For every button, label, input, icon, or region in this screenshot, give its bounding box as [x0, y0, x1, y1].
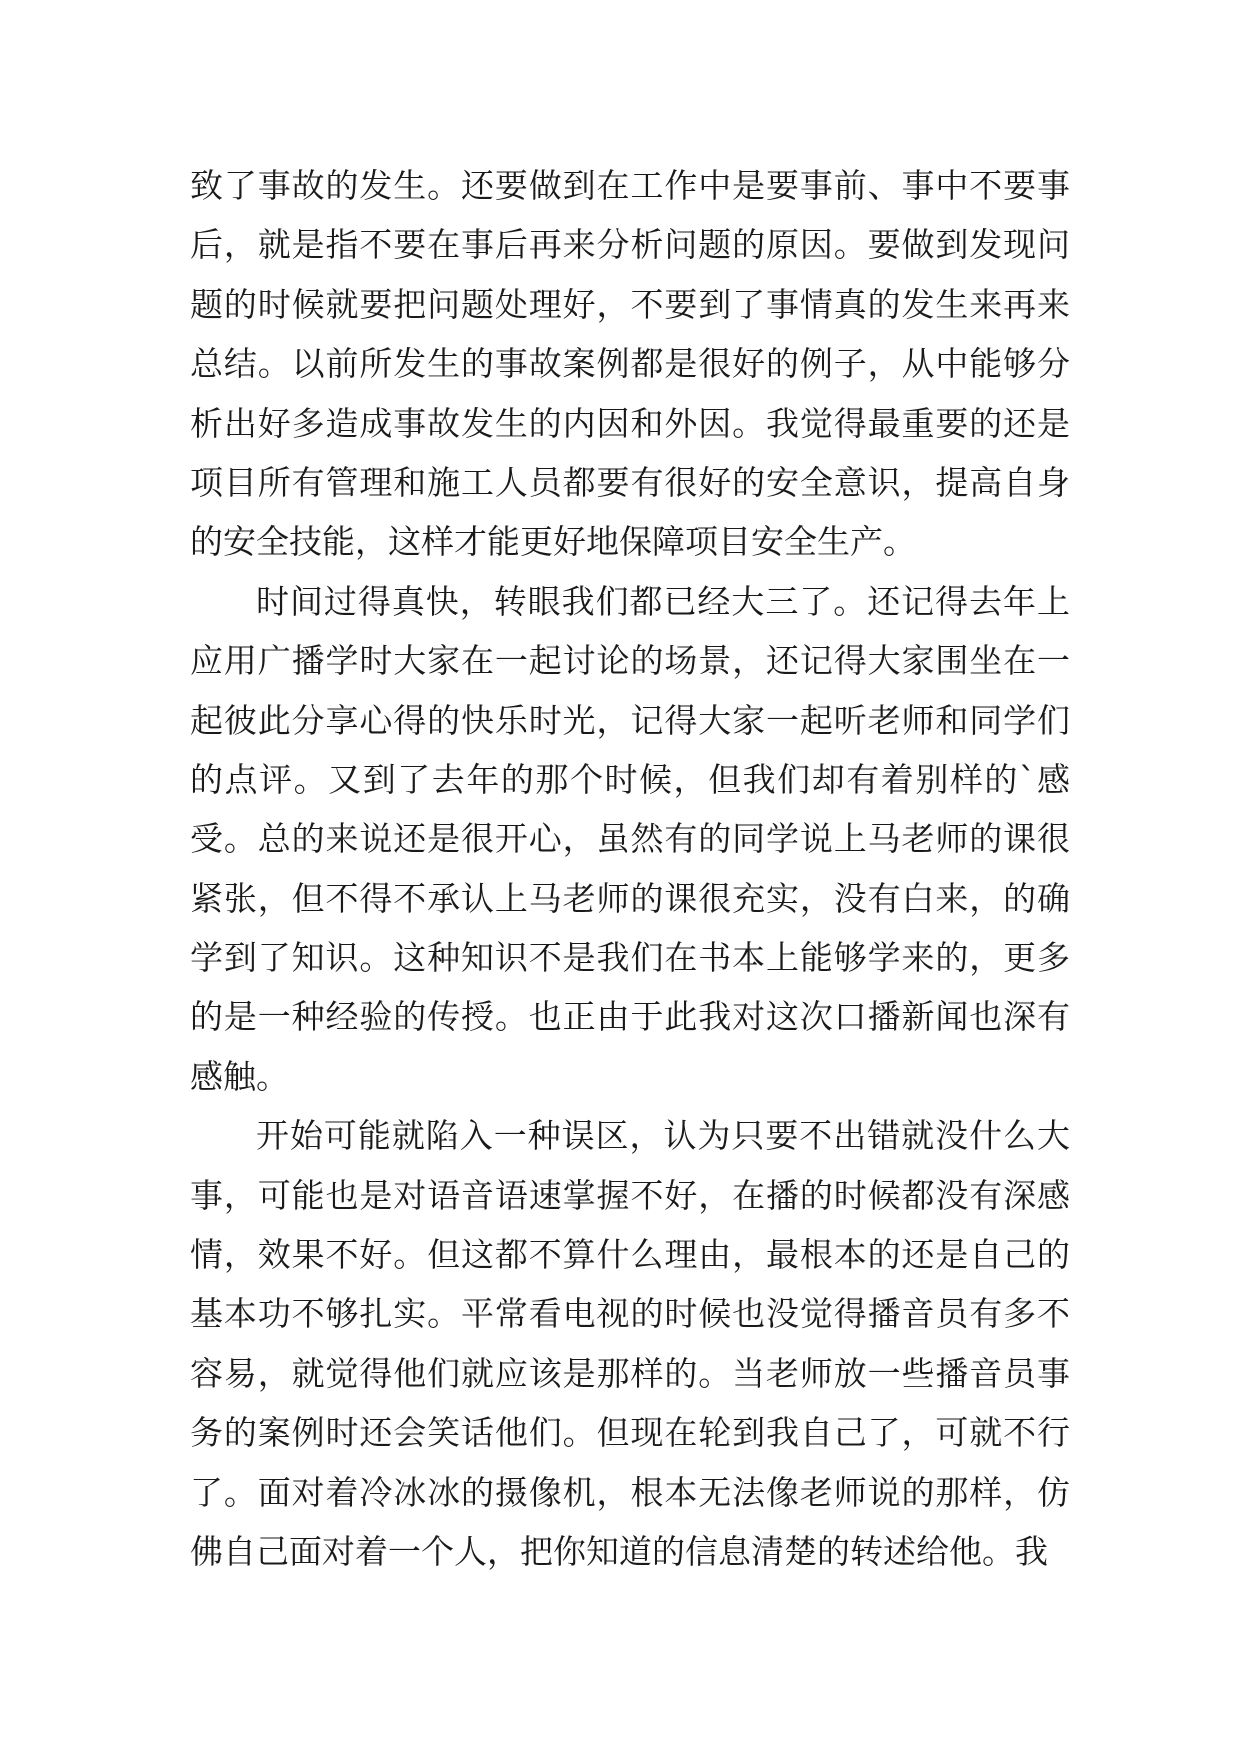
text-line: 基本功不够扎实。平常看电视的时候也没觉得播音员有多不	[190, 1294, 1070, 1334]
text-line: 的安全技能，这样才能更好地保障项目安全生产。	[190, 522, 916, 562]
text-line: 时间过得真快，转眼我们都已经大三了。还记得去年上	[256, 581, 1070, 621]
text-line: 析出好多造成事故发生的内因和外因。我觉得最重要的还是	[190, 403, 1070, 443]
text-line: 后，就是指不要在事后再来分析问题的原因。要做到发现问	[190, 225, 1070, 265]
text-line: 致了事故的发生。还要做到在工作中是要事前、事中不要事	[190, 166, 1070, 205]
text-line: 情，效果不好。但这都不算什么理由，最根本的还是自己的	[190, 1235, 1070, 1275]
text-line: 开始可能就陷入一种误区，认为只要不出错就没什么大	[256, 1116, 1070, 1156]
body-text	[190, 156, 1070, 1581]
text-line: 务的案例时还会笑话他们。但现在轮到我自己了，可就不行	[190, 1413, 1070, 1453]
text-line: 感触。	[190, 1056, 289, 1096]
text-line: 容易，就觉得他们就应该是那样的。当老师放一些播音员事	[190, 1353, 1070, 1393]
text-line: 受。总的来说还是很开心，虽然有的同学说上马老师的课很	[190, 819, 1070, 859]
text-line: 应用广播学时大家在一起讨论的场景，还记得大家围坐在一	[190, 641, 1070, 681]
paragraph	[190, 156, 1070, 572]
text-line: 的点评。又到了去年的那个时候，但我们却有着别样的`感	[190, 759, 1070, 799]
text-line: 题的时候就要把问题处理好，不要到了事情真的发生来再来	[190, 284, 1070, 324]
paragraph	[190, 572, 1070, 1107]
paragraph	[190, 1106, 1070, 1581]
text-line: 起彼此分享心得的快乐时光，记得大家一起听老师和同学们	[190, 700, 1070, 740]
text-line: 事，可能也是对语音语速掌握不好，在播的时候都没有深感	[190, 1175, 1070, 1215]
text-line: 项目所有管理和施工人员都要有很好的安全意识，提高自身	[190, 462, 1070, 502]
text-line: 紧张，但不得不承认上马老师的课很充实，没有白来，的确	[190, 878, 1070, 918]
text-line: 总结。以前所发生的事故案例都是很好的例子，从中能够分	[190, 344, 1070, 384]
text-line: 学到了知识。这种知识不是我们在书本上能够学来的，更多	[190, 938, 1070, 978]
text-line: 了。面对着冷冰冰的摄像机，根本无法像老师说的那样，仿	[190, 1472, 1070, 1512]
text-line: 佛自己面对着一个人，把你知道的信息清楚的转述给他。我	[190, 1531, 1048, 1571]
text-line: 的是一种经验的传授。也正由于此我对这次口播新闻也深有	[190, 997, 1070, 1037]
